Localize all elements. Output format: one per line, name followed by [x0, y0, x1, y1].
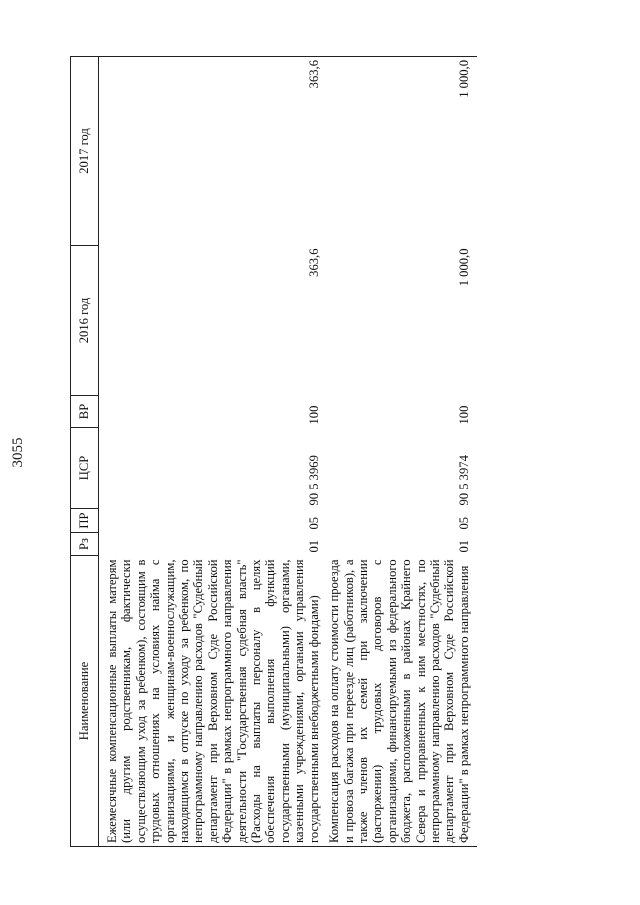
row-csr: 90 5 3974	[456, 455, 471, 506]
header-2017: 2017 год	[71, 57, 99, 246]
row-amount-2016: 363,6	[306, 248, 321, 277]
header-pr: ПР	[71, 509, 99, 533]
row-pr: 05	[306, 516, 321, 530]
row-name: Компенсация расходов на оплату стоимости проезда и провоза багажа при переезде лиц (работников), а также членов их семей при заключении (расторжении) трудовых договоров с организациями, финансируемыми из федерального бюджета, расположенными в районах Крайнего Севера и приравненных к ним местностях, по непрограммному направлению расходов "Судебный департамент при Верховном Суде Российской Федерации" в рамках непрограммного направления	[327, 556, 477, 847]
table-row	[99, 57, 328, 847]
budget-table	[70, 56, 477, 847]
page-number: 3055	[10, 437, 26, 468]
table-header-row	[71, 57, 99, 847]
row-rz: 01	[456, 539, 471, 553]
row-pr: 05	[456, 516, 471, 530]
row-amount-2017: 363,6	[99, 57, 328, 246]
row-name: Ежемесячные компенсационные выплаты матерям (или другим родственникам, фактически осуществляющим уход за ребенком), состоящим в трудовых отношениях на условиях найма с организациями, и женщинам-военнослужащим, находящимся в отпуске по уходу за ребенком, по непрограммному направлению расходов "Судебный департамент при Верховном Суде Российской Федерации" в рамках непрограммного направления деятельности "Государственная судебная власть" (Расходы на выплаты персоналу в целях обеспечения выполнения функций государственными (муниципальными) органами, казенными учреждениями, органами управления государственными внебюджетными фондами)	[99, 556, 328, 847]
header-name: Наименование	[71, 556, 99, 847]
row-amount-2016: 1 000,0	[456, 248, 471, 287]
row-csr: 90 5 3969	[306, 455, 321, 506]
row-amount-2017: 1 000,0	[327, 57, 477, 246]
header-rz: Рз	[71, 533, 99, 556]
header-vr: ВР	[71, 396, 99, 428]
header-csr: ЦСР	[71, 428, 99, 509]
row-rz: 01	[306, 539, 321, 553]
table-row	[327, 57, 477, 847]
row-vr: 100	[306, 405, 321, 425]
header-2016: 2016 год	[71, 246, 99, 396]
row-vr: 100	[456, 405, 471, 425]
